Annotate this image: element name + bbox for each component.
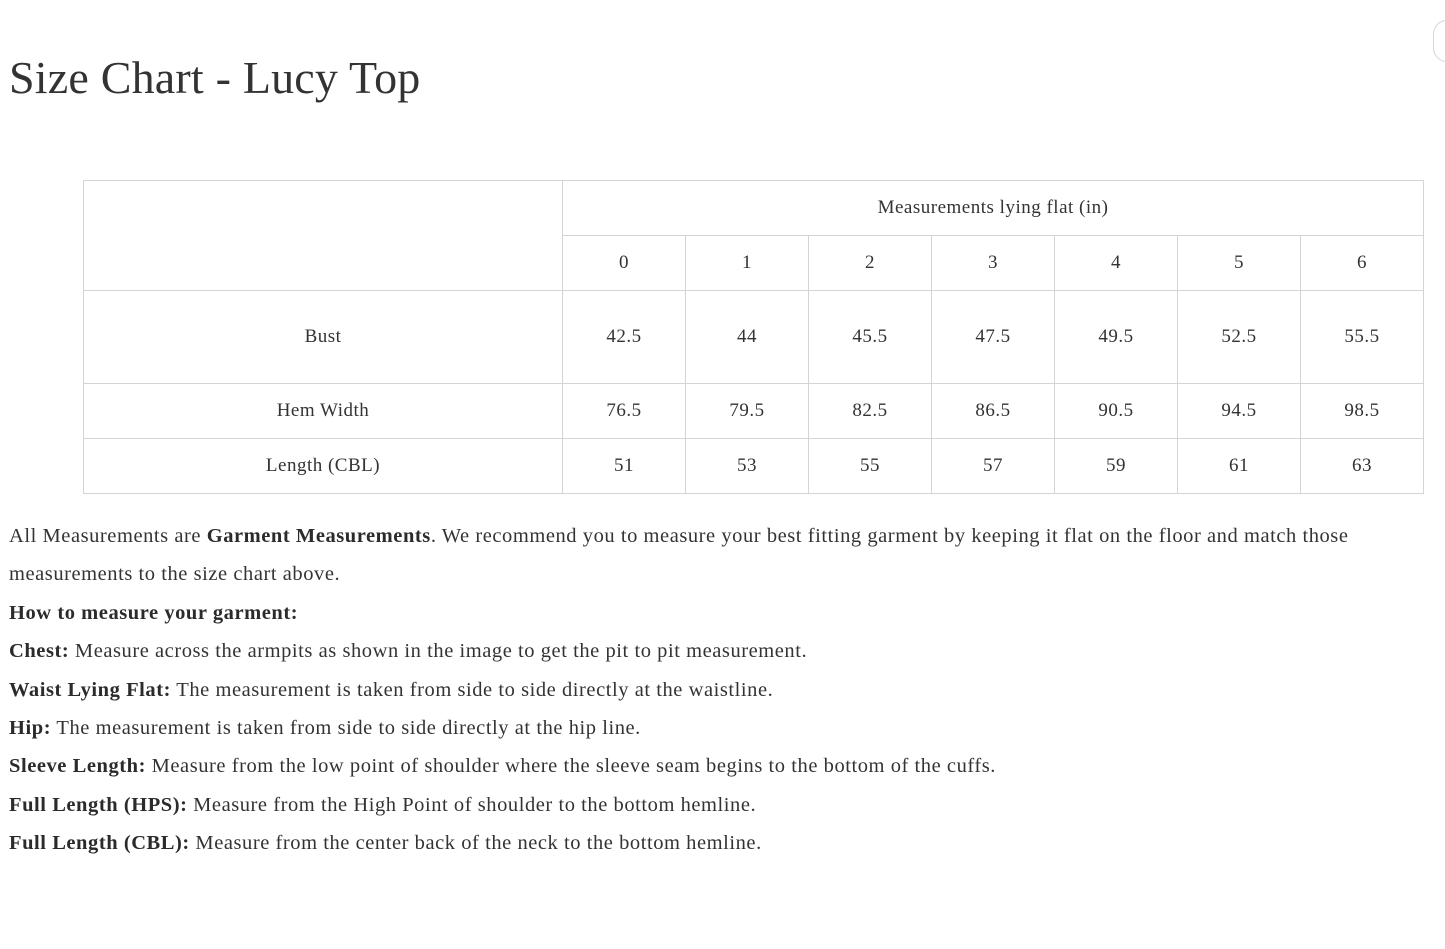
table-cell: 82.5 — [809, 384, 932, 439]
intro-suffix: . We recommend you to measure your best fitting garment by keeping it flat on the floor and match those measurements to the size chart above. — [9, 525, 1349, 586]
note-text: Measure from the low point of shoulder where the sleeve seam begins to the bottom of the cuffs. — [145, 755, 996, 778]
table-cell: 42.5 — [563, 291, 686, 384]
table-cell: 55 — [809, 439, 932, 494]
note-chest — [9, 632, 1439, 670]
table-cell: 55.5 — [1301, 291, 1424, 384]
note-text: Measure from the High Point of shoulder to the bottom hemline. — [187, 793, 757, 816]
table-cell: 44 — [686, 291, 809, 384]
intro-prefix: All Measurements are — [9, 525, 207, 547]
table-cell: 86.5 — [932, 384, 1055, 439]
intro-bold: Garment Measurements — [206, 525, 431, 547]
table-cell: 47.5 — [932, 291, 1055, 384]
size-header: 4 — [1055, 236, 1178, 291]
table-cell: 53 — [686, 439, 809, 494]
table-cell: 94.5 — [1178, 384, 1301, 439]
table-row — [84, 439, 1424, 494]
group-header: Measurements lying flat (in) — [563, 181, 1424, 236]
size-header: 0 — [563, 236, 686, 291]
note-term: Waist Lying Flat: — [9, 678, 171, 701]
size-header: 3 — [932, 236, 1055, 291]
table-cell: 63 — [1301, 439, 1424, 494]
note-term: Full Length (HPS): — [9, 793, 188, 816]
table-row — [84, 291, 1424, 384]
row-label: Bust — [84, 291, 563, 384]
size-header: 2 — [809, 236, 932, 291]
table-corner-cell — [84, 181, 563, 291]
size-header: 6 — [1301, 236, 1424, 291]
table-cell: 59 — [1055, 439, 1178, 494]
table-cell: 76.5 — [563, 384, 686, 439]
page-title: Size Chart - Lucy Top — [9, 52, 421, 103]
note-waist — [9, 671, 1439, 709]
measurement-notes — [9, 517, 1439, 863]
intro-paragraph — [9, 517, 1439, 594]
note-text: The measurement is taken from side to side directly at the hip line. — [51, 717, 641, 740]
note-term: Full Length (CBL): — [9, 832, 190, 855]
row-label: Hem Width — [84, 384, 563, 439]
row-label: Length (CBL) — [84, 439, 563, 494]
note-term: Sleeve Length: — [9, 755, 146, 778]
note-full-length-hps — [9, 786, 1439, 824]
table-cell: 49.5 — [1055, 291, 1178, 384]
table-cell: 90.5 — [1055, 384, 1178, 439]
table-cell: 61 — [1178, 439, 1301, 494]
table-cell: 45.5 — [809, 291, 932, 384]
size-header: 5 — [1178, 236, 1301, 291]
table-cell: 51 — [563, 439, 686, 494]
table-cell: 98.5 — [1301, 384, 1424, 439]
table-row — [84, 384, 1424, 439]
table-cell: 79.5 — [686, 384, 809, 439]
note-hip — [9, 709, 1439, 747]
close-icon[interactable] — [1433, 20, 1445, 62]
note-text: The measurement is taken from side to side directly at the waistline. — [170, 678, 774, 701]
table-cell: 52.5 — [1178, 291, 1301, 384]
note-term: Hip: — [9, 717, 52, 740]
size-header: 1 — [686, 236, 809, 291]
note-sleeve — [9, 747, 1439, 785]
how-to-heading: How to measure your garment: — [9, 601, 299, 624]
size-chart-table — [83, 180, 1424, 494]
note-text: Measure across the armpits as shown in the image to get the pit to pit measurement. — [69, 640, 808, 663]
table-cell: 57 — [932, 439, 1055, 494]
table-header-row — [84, 181, 1424, 236]
note-term: Chest: — [9, 640, 70, 663]
note-full-length-cbl — [9, 824, 1439, 862]
note-text: Measure from the center back of the neck to the bottom hemline. — [189, 832, 762, 855]
